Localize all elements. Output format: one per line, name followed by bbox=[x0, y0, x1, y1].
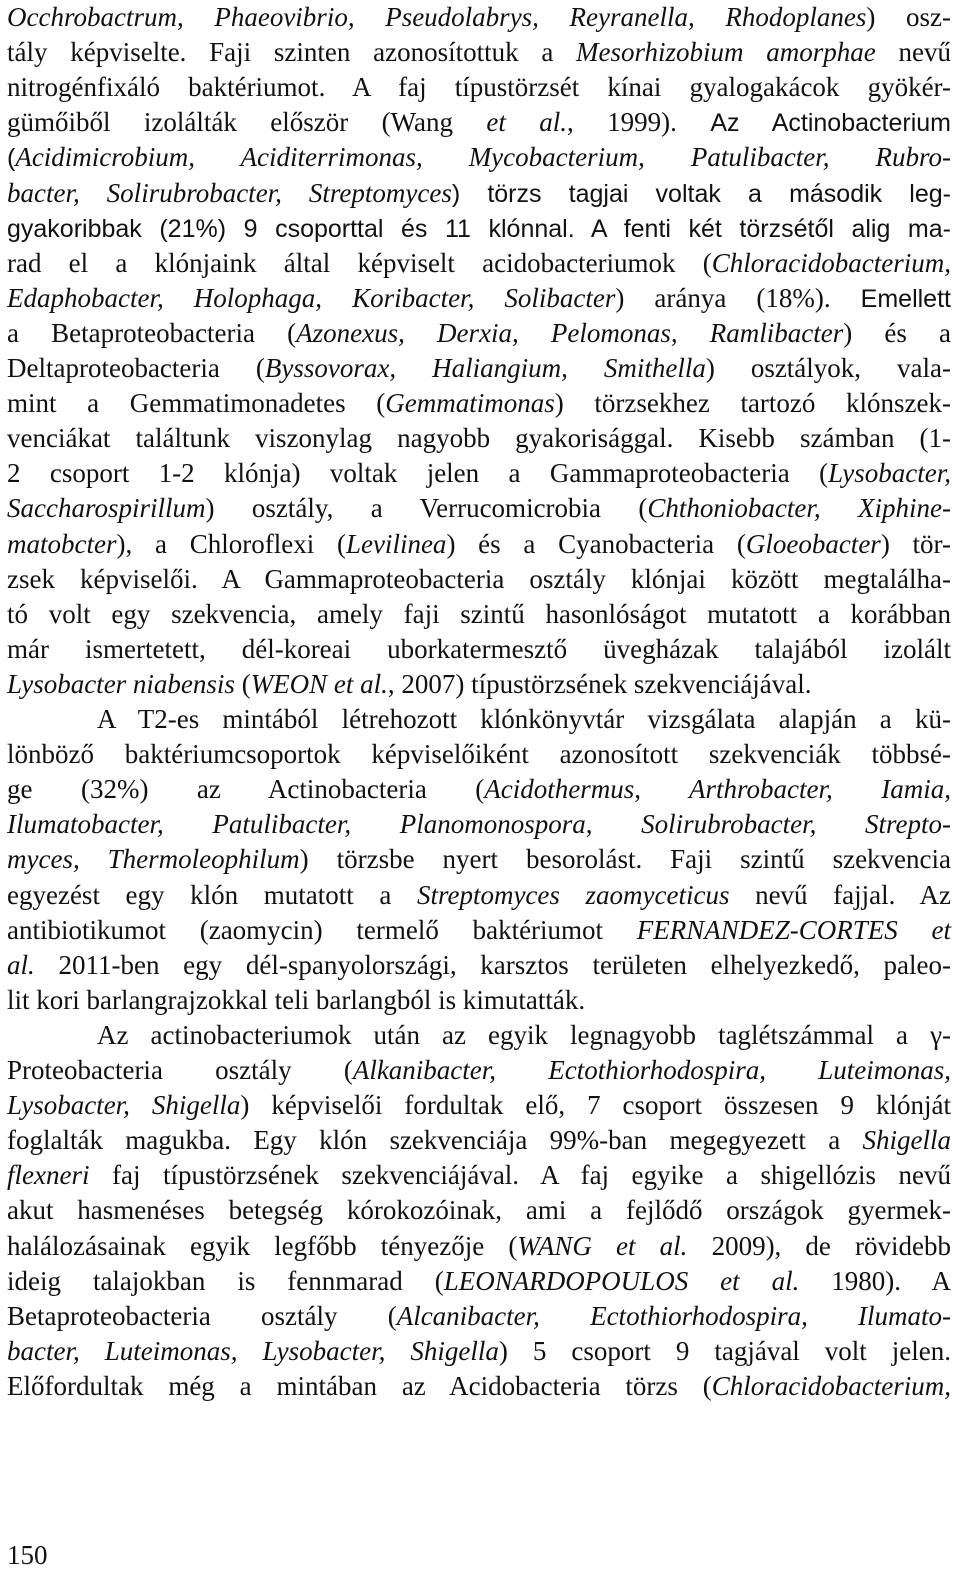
text-line bbox=[7, 1229, 951, 1263]
italic-text: Byssovorax, Haliangium, Smithella bbox=[264, 353, 706, 383]
text-run: ) tör- bbox=[880, 528, 952, 559]
text-line bbox=[7, 421, 951, 455]
text-line bbox=[7, 0, 951, 34]
text-run: rad el a klónjaink által képviselt acidobacteriumok ( bbox=[7, 247, 712, 278]
text-line bbox=[7, 176, 951, 211]
text-line bbox=[7, 491, 951, 525]
text-line bbox=[7, 1264, 951, 1298]
text-run: ) osztály, a Verrucomicrobia ( bbox=[205, 493, 648, 524]
text-line bbox=[7, 246, 951, 280]
text-run: ), a Chloroflexi ( bbox=[116, 528, 346, 559]
italic-text: LEONARDOPOULOS et al. bbox=[443, 1265, 800, 1296]
text-run: egyezést egy klón mutatott a bbox=[7, 879, 417, 910]
text-run: A fenti két törzsétől alig ma- bbox=[590, 214, 951, 243]
text-run: 2 csoport 1-2 klónja) voltak jelen a Gammaproteobacteria ( bbox=[7, 458, 829, 489]
text-run: ) osztályok, vala- bbox=[705, 353, 951, 383]
text-line bbox=[7, 456, 951, 490]
text-run: ( bbox=[7, 144, 16, 173]
text-line bbox=[7, 913, 951, 947]
text-run: 1980). A bbox=[799, 1265, 951, 1296]
text-run: ) és a Cyanobacteria ( bbox=[446, 528, 746, 559]
text-run: ideig talajokban is fennmarad ( bbox=[7, 1265, 444, 1296]
italic-text: et al. bbox=[486, 107, 568, 138]
text-run: ) aránya (18%). bbox=[615, 282, 861, 313]
italic-text: Chthoniobacter, Xiphine- bbox=[647, 493, 952, 524]
text-run: lönböző baktériumcsoportok képviselőiként azonosított szekvenciák többsé- bbox=[7, 739, 951, 770]
italic-text: Lysobacter, bbox=[828, 458, 951, 489]
text-line bbox=[7, 948, 951, 982]
text-run: ) osz- bbox=[866, 2, 951, 32]
text-line bbox=[7, 1193, 951, 1227]
italic-text: Gloeobacter bbox=[745, 528, 881, 559]
text-run: ( bbox=[234, 668, 251, 699]
italic-text: FERNANDEZ-CORTES et bbox=[636, 914, 952, 945]
italic-text: Mesorhizobium amorphae bbox=[576, 37, 876, 68]
italic-text: Chloracidobacterium, bbox=[711, 247, 951, 278]
italic-text: Alcanibacter, Ectothiorhodospira, Ilumato- bbox=[396, 1300, 952, 1331]
text-run: nitrogénfixáló baktériumot. A faj típustörzsét kínai gyalogakácok gyökér- bbox=[7, 72, 951, 103]
text-run: nevű fajjal. Az bbox=[729, 879, 951, 910]
text-line bbox=[7, 211, 951, 246]
italic-text: WANG et al. bbox=[517, 1230, 688, 1261]
page-number: 150 bbox=[7, 1540, 48, 1570]
italic-text: al. bbox=[7, 949, 35, 980]
text-line bbox=[7, 632, 951, 666]
text-run: 2011-ben egy dél-spanyolországi, karsztos területen elhelyezkedő, paleo- bbox=[34, 949, 951, 980]
text-run: ge (32%) az Actinobacteria ( bbox=[7, 774, 485, 805]
text-line bbox=[7, 807, 951, 841]
italic-text: Lysobacter, Shigella bbox=[7, 1090, 241, 1121]
text-line bbox=[7, 1299, 951, 1333]
text-line bbox=[7, 1369, 951, 1403]
italic-text: Edaphobacter, Holophaga, Koribacter, Solibacter bbox=[7, 282, 616, 313]
italic-text: Acidimicrobium, Aciditerrimonas, Mycobacterium, Patulibacter, Rubro- bbox=[15, 142, 951, 173]
italic-text: Shigella bbox=[862, 1125, 951, 1156]
italic-text: Gemmatimonas bbox=[385, 388, 555, 419]
text-line bbox=[7, 527, 951, 561]
italic-text: Alkanibacter, Ectothiorhodospira, Luteimonas, bbox=[352, 1055, 951, 1085]
text-run: ) törzsekhez tartozó klónszek- bbox=[554, 388, 951, 419]
text-line bbox=[7, 105, 951, 140]
text-run: lit kori barlangrajzokkal teli barlangból is kimutatták. bbox=[7, 984, 586, 1015]
text-run: ) törzsbe nyert besorolást. Faji szintű szekvencia bbox=[299, 844, 952, 875]
text-line bbox=[7, 772, 951, 806]
text-line bbox=[7, 1334, 951, 1368]
text-line bbox=[7, 140, 951, 175]
italic-text: Azonexus, Derxia, Pelomonas, Ramlibacter bbox=[296, 317, 844, 348]
text-line bbox=[7, 351, 951, 385]
text-run: tály képviselte. Faji szinten azonosítottuk a bbox=[7, 37, 577, 68]
text-run: Betaproteobacteria osztály ( bbox=[7, 1300, 397, 1331]
italic-text: Streptomyces zaomyceticus bbox=[416, 879, 730, 910]
text-run: A T2-es mintából létrehozott klónkönyvtár vizsgálata alapján a kü- bbox=[97, 704, 951, 734]
text-run: már ismertetett, dél-koreai uborkatermesztő üvegházak talajából izolált bbox=[7, 633, 951, 664]
text-line bbox=[7, 737, 951, 771]
text-run: a Betaproteobacteria ( bbox=[7, 317, 297, 348]
italic-text: Acidothermus, Arthrobacter, Iamia, bbox=[484, 774, 951, 805]
text-line bbox=[7, 1088, 951, 1122]
text-run: halálozásainak egyik legfőbb tényezője ( bbox=[7, 1230, 518, 1261]
text-line bbox=[7, 842, 951, 876]
text-line bbox=[97, 702, 951, 736]
italic-text: myces, Thermoleophilum bbox=[7, 844, 300, 875]
text-line bbox=[7, 1053, 951, 1087]
italic-text: Chloracidobacterium, bbox=[711, 1370, 951, 1401]
text-line bbox=[7, 983, 951, 1017]
text-line bbox=[97, 1018, 951, 1052]
italic-text: bacter, Solirubrobacter, Streptomyces bbox=[7, 177, 452, 208]
text-line bbox=[7, 1123, 951, 1157]
text-line bbox=[7, 597, 951, 631]
text-line bbox=[7, 386, 951, 420]
text-run: 2009), de rövidebb bbox=[687, 1230, 952, 1261]
italic-text: Saccharospirillum bbox=[7, 493, 206, 524]
text-run: ) képviselői fordultak elő, 7 csoport összesen 9 klónját bbox=[240, 1090, 951, 1121]
text-run: Emellett bbox=[860, 284, 951, 313]
italic-text: Occhrobactrum, Phaeovibrio, Pseudolabrys, Reyranella, Rhodoplanes bbox=[7, 2, 867, 32]
text-run: ) törzs tagjai voltak a második leg- bbox=[451, 179, 951, 208]
text-run: Az Actinobacterium bbox=[710, 109, 951, 138]
text-run: , 2007) típustörzsének szekvenciájával. bbox=[387, 668, 812, 699]
text-run: gyakoribbak (21%) 9 csoporttal és 11 klónnal. bbox=[7, 214, 591, 243]
text-run: zsek képviselői. A Gammaproteobacteria osztály klónjai között megtalálha- bbox=[7, 563, 951, 594]
text-run: tó volt egy szekvencia, amely faji szintű hasonlóságot mutatott a korábban bbox=[7, 598, 951, 629]
text-run: Proteobacteria osztály ( bbox=[7, 1055, 353, 1085]
italic-text: Lysobacter niabensis bbox=[7, 668, 235, 699]
italic-text: WEON et al. bbox=[250, 668, 388, 699]
text-line bbox=[7, 35, 951, 69]
italic-text: flexneri bbox=[7, 1160, 90, 1191]
text-run: nevű bbox=[875, 37, 951, 68]
text-line bbox=[7, 1158, 951, 1192]
text-line bbox=[7, 667, 951, 701]
text-line bbox=[7, 878, 951, 912]
text-run: , 1999). bbox=[567, 107, 711, 138]
text-run: ) és a bbox=[843, 317, 952, 348]
text-run: akut hasmenéses betegség kórokozóinak, ami a fejlődő országok gyermek- bbox=[7, 1195, 951, 1226]
text-line bbox=[7, 562, 951, 596]
italic-text: Ilumatobacter, Patulibacter, Planomonospora, Solirubrobacter, Strepto- bbox=[7, 809, 951, 840]
text-run: Előfordultak még a mintában az Acidobacteria törzs ( bbox=[7, 1370, 712, 1401]
text-run: venciákat találtunk viszonylag nagyobb gyakorisággal. Kisebb számban (1- bbox=[7, 423, 951, 454]
italic-text: Levilinea bbox=[345, 528, 447, 559]
text-run: mint a Gemmatimonadetes ( bbox=[7, 388, 386, 419]
text-run: faj típustörzsének szekvenciájával. A faj egyike a shigellózis nevű bbox=[89, 1160, 951, 1191]
text-run: gümőiből izolálták először (Wang bbox=[7, 107, 487, 138]
text-run: Deltaproteobacteria ( bbox=[7, 353, 265, 383]
italic-text: bacter, Luteimonas, Lysobacter, Shigella bbox=[7, 1335, 499, 1366]
text-line bbox=[7, 70, 951, 104]
text-run: foglalták magukba. Egy klón szekvenciája 99%-ban megegyezett a bbox=[7, 1125, 863, 1156]
text-line bbox=[7, 316, 951, 350]
text-run: antibiotikumot (zaomycin) termelő baktériumot bbox=[7, 914, 637, 945]
text-line bbox=[7, 281, 951, 316]
text-run: ) 5 csoport 9 tagjával volt jelen. bbox=[498, 1335, 952, 1366]
italic-text: matobcter bbox=[7, 528, 117, 559]
text-run: Az actinobacteriumok után az egyik legnagyobb taglétszámmal a γ- bbox=[97, 1019, 951, 1050]
